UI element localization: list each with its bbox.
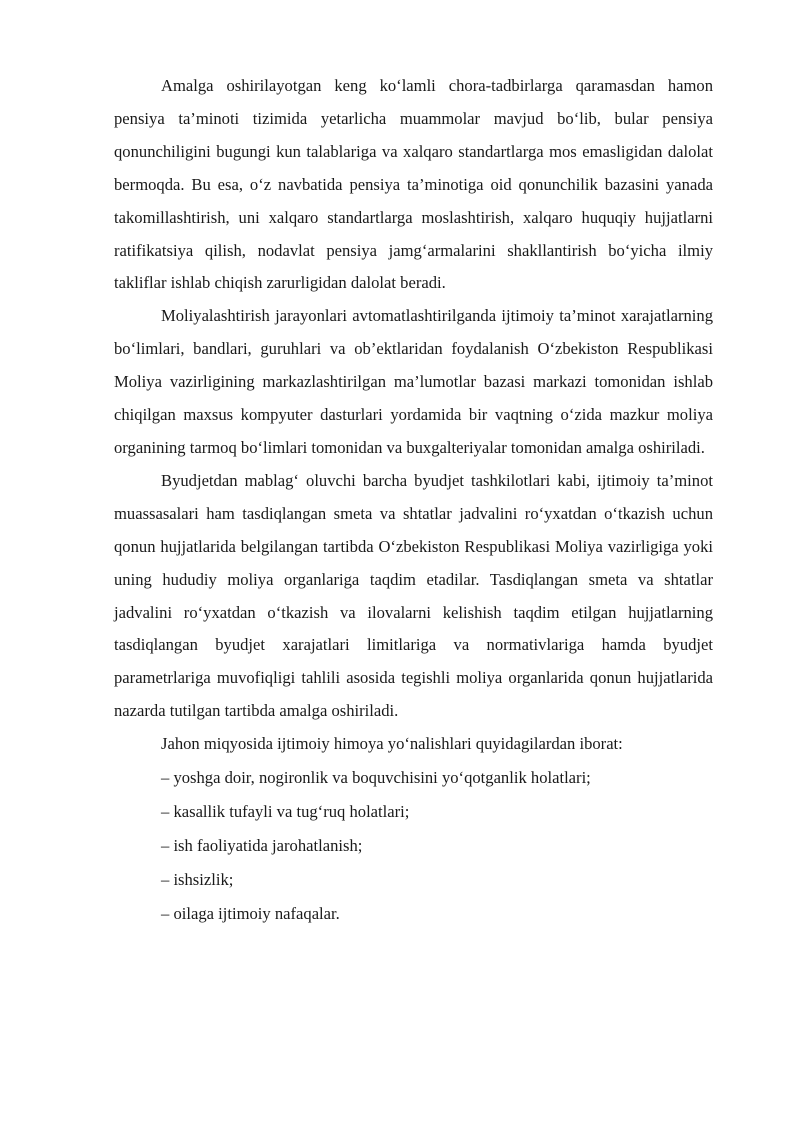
paragraph-pension-legislation: Amalga oshirilayotgan keng ko‘lamli chora-tadbirlarga qaramasdan hamon pensiya ta’minoti tizimida yetarlicha muammolar mavjud bo‘lib, bular pensiya qonunchiligini bugungi kun talablariga va xalqaro standartlarga mos emasligidan dalolat bermoqda. Bu esa, o‘z navbatida pensiya ta’minotiga oid qonunchilik bazasini yanada takomillashtirish, uni xalqaro standartlarga moslashtirish, xalqaro huquqiy hujjatlarni ratifikatsiya qilish, nodavlat pensiya jamg‘armalarini shakllantirish bo‘yicha ilmiy takliflar ishlab chiqish zarurligidan dalolat beradi. xyxy=(114,76,713,293)
list-item: – ish faoliyatida jarohatlanish; xyxy=(161,836,363,856)
document-page xyxy=(114,70,713,931)
list-item: – ishsizlik; xyxy=(161,870,234,890)
list-item: – oilaga ijtimoiy nafaqalar. xyxy=(161,904,340,924)
social-protection-list xyxy=(114,761,713,931)
list-item: – yoshga doir, nogironlik va boquvchisini yo‘qotganlik holatlari; xyxy=(161,768,591,788)
paragraph-budget-registration: Byudjetdan mablag‘ oluvchi barcha byudjet tashkilotlari kabi, ijtimoiy ta’minot muassasalari ham tasdiqlangan smeta va shtatlar jadvalini ro‘yxatdan o‘tkazish uchun qonun hujjatlarida belgilangan tartibda O‘zbekiston Respublikasi Moliya vazirligiga yoki uning hududiy moliya organlariga taqdim etadilar. Tasdiqlangan smeta va shtatlar jadvalini ro‘yxatdan o‘tkazish va ilovalarni kelishish taqdim etilgan hujjatlarning tasdiqlangan byudjet xarajatlari limitlariga va normativlariga hamda byudjet parametrlariga muvofiqligi tahlili asosida tegishli moliya organlarida qonun hujjatlarida nazarda tutilgan tartibda amalga oshiriladi. xyxy=(114,470,713,721)
list-intro: Jahon miqyosida ijtimoiy himoya yo‘nalishlari quyidagilardan iborat: xyxy=(161,734,623,754)
list-item: – kasallik tufayli va tug‘ruq holatlari; xyxy=(161,802,410,822)
paragraph-financing-automation: Moliyalashtirish jarayonlari avtomatlashtirilganda ijtimoiy ta’minot xarajatlarning bo‘limlari, bandlari, guruhlari va ob’ektlaridan foydalanish O‘zbekiston Respublikasi Moliya vazirligining markazlashtirilgan ma’lumotlar bazasi markazi tomonidan ishlab chiqilgan maxsus kompyuter dasturlari yordamida bir vaqtning o‘zida mazkur moliya organining tarmoq bo‘limlari tomonidan va buxgalteriyalar tomonidan amalga oshiriladi. xyxy=(114,306,713,457)
